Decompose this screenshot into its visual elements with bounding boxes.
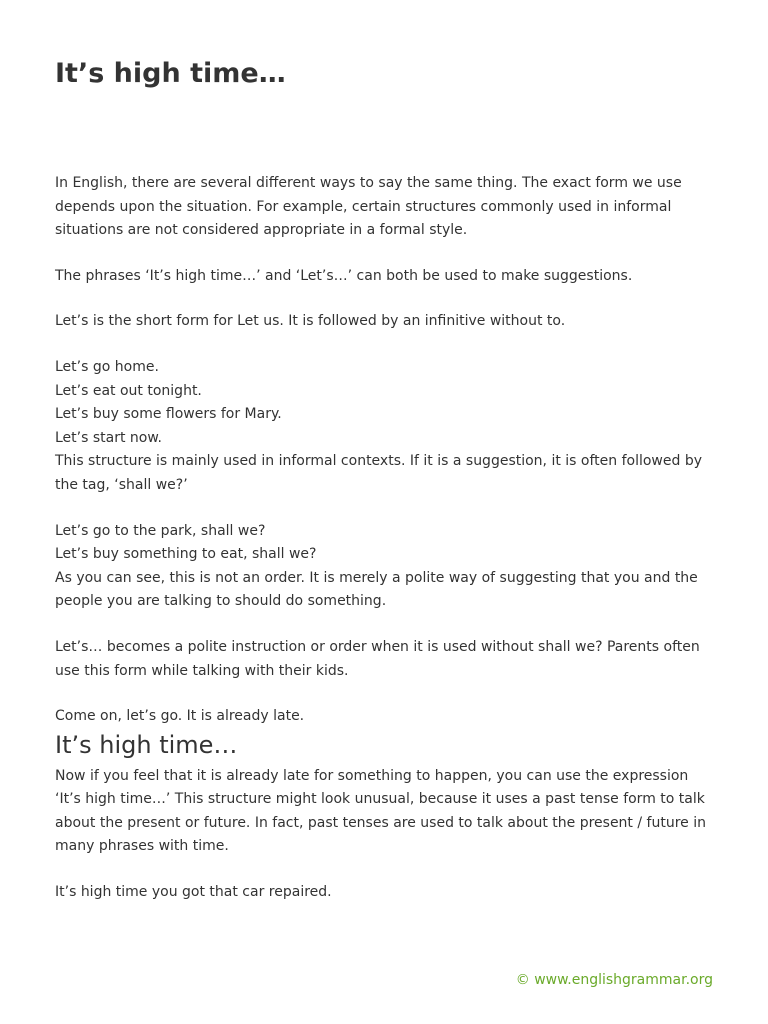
example-sentence: Let’s eat out tonight. [55, 382, 202, 399]
example-sentence: Let’s start now. [55, 429, 162, 446]
paragraph-polite: As you can see, this is not an order. It is merely a polite way of suggesting that you and the people you are talking to should do something. [55, 569, 698, 610]
example-sentence: Let’s go home. [55, 358, 159, 375]
paragraph-intro: In English, there are several different ways to say the same thing. The exact form we use depends upon the situation. For example, certain structures commonly used in informal situations are not considered appropriate in a formal style. [55, 175, 682, 239]
paragraph-informal: This structure is mainly used in informal contexts. If it is a suggestion, it is often followed by the tag, ‘shall we?’ [55, 453, 703, 493]
paragraph-lets-short: Let’s is the short form for Let us. It is followed by an infinitive without to. [55, 313, 566, 330]
paragraph-late: Now if you feel that it is already late for something to happen, you can use the expression ‘It’s high time…’ This structure might look unusual, because it uses a past tense form to talk about the present or future. In fact, past tenses are used to talk about the present / future in many phrases with time. [55, 767, 706, 855]
example-sentence: It’s high time you got that car repaired. [55, 884, 332, 901]
copyright-link[interactable]: © www.englishgrammar.org [515, 972, 713, 988]
paragraph-phrases: The phrases ‘It’s high time…’ and ‘Let’s…’ can both be used to make suggestions. [55, 267, 633, 284]
example-sentence: Let’s go to the park, shall we? [55, 522, 266, 539]
example-sentence: Let’s buy something to eat, shall we? [55, 546, 317, 563]
paragraph-instruction: Let’s… becomes a polite instruction or order when it is used without shall we? Parents often use this form while talking with their kids. [55, 638, 700, 679]
page-title: It’s high time… [55, 58, 286, 89]
article-body [55, 172, 715, 905]
example-sentence: Let’s buy some flowers for Mary. [55, 406, 282, 423]
section-heading: It’s high time… [55, 730, 238, 759]
example-sentence: Come on, let’s go. It is already late. [55, 708, 305, 725]
